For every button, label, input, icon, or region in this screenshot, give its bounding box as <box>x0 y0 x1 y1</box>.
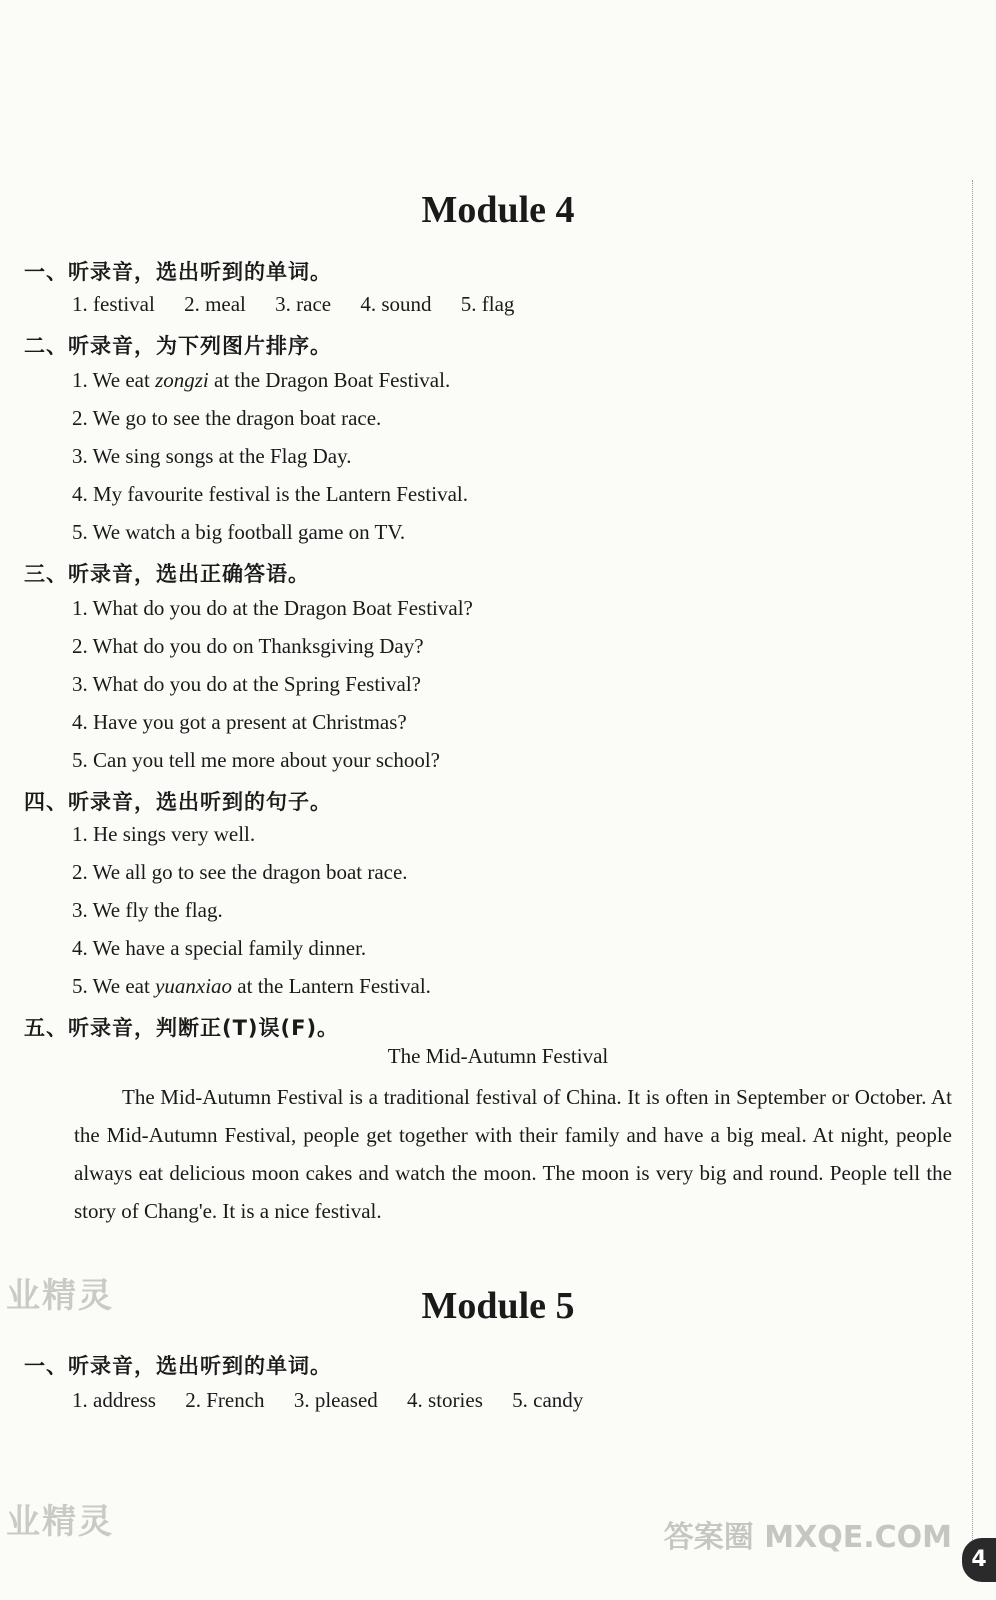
word-item: 3. race <box>275 292 332 316</box>
m5-section-1-words <box>72 1388 607 1413</box>
word-item: 1. festival <box>72 292 155 316</box>
m4-section-1-heading: 一、听录音，选出听到的单词。 <box>24 260 332 284</box>
corner-watermark: 答案圈 MXQE.COM <box>663 1520 952 1555</box>
word-item: 4. stories <box>407 1388 483 1412</box>
m4-s3-item: 5. Can you tell me more about your school? <box>72 748 441 772</box>
word-item: 5. candy <box>512 1388 584 1412</box>
word-item: 5. flag <box>460 292 515 316</box>
m4-section-3-heading: 三、听录音，选出正确答语。 <box>24 562 310 586</box>
m4-s2-item: 3. We sing songs at the Flag Day. <box>72 444 352 468</box>
word-item: 3. pleased <box>293 1388 378 1412</box>
m4-s3-item: 1. What do you do at the Dragon Boat Festival? <box>72 596 473 620</box>
m4-s2-item: 2. We go to see the dragon boat race. <box>72 406 382 430</box>
m4-s2-item: 5. We watch a big football game on TV. <box>72 520 406 544</box>
module-5-title: Module 5 <box>421 1285 575 1327</box>
m4-s4-item: 4. We have a special family dinner. <box>72 936 367 960</box>
m4-s4-item: 3. We fly the flag. <box>72 898 223 922</box>
word-item: 1. address <box>72 1388 156 1412</box>
m4-s4-item: 2. We all go to see the dragon boat race. <box>72 860 408 884</box>
watermark: 业精灵 <box>6 1276 114 1316</box>
m4-s2-item: 4. My favourite festival is the Lantern Festival. <box>72 482 468 506</box>
m4-s3-item: 2. What do you do on Thanksgiving Day? <box>72 634 424 658</box>
watermark: 业精灵 <box>6 1502 114 1542</box>
m4-s4-item: 5. We eat yuanxiao at the Lantern Festival. <box>72 974 431 998</box>
m4-s2-item: 1. We eat zongzi at the Dragon Boat Festival. <box>72 368 451 392</box>
passage-text: The Mid-Autumn Festival is a traditional festival of China. It is often in September or October. At the Mid-Autumn Festival, people get together with their family and have a big meal. At night, people always eat delicious moon cakes and watch the moon. The moon is very big and round. People tell the story of Chang'e. It is a nice festival. <box>74 1085 952 1223</box>
page-number: 4 <box>962 1538 996 1582</box>
margin-rule <box>972 180 974 1540</box>
m4-s4-item: 1. He sings very well. <box>72 822 256 846</box>
word-item: 4. sound <box>360 292 432 316</box>
m4-s3-item: 3. What do you do at the Spring Festival? <box>72 672 421 696</box>
m4-section-1-words <box>72 292 538 317</box>
passage-title: The Mid-Autumn Festival <box>387 1044 609 1068</box>
word-item: 2. meal <box>184 292 246 316</box>
m4-section-4-heading: 四、听录音，选出听到的句子。 <box>24 790 332 814</box>
m4-section-5-heading: 五、听录音，判断正(T)误(F)。 <box>24 1016 340 1040</box>
module-4-title: Module 4 <box>421 189 575 231</box>
m4-s3-item: 4. Have you got a present at Christmas? <box>72 710 407 734</box>
m5-section-1-heading: 一、听录音，选出听到的单词。 <box>24 1354 332 1378</box>
m4-section-2-heading: 二、听录音，为下列图片排序。 <box>24 334 332 358</box>
word-item: 2. French <box>185 1388 265 1412</box>
